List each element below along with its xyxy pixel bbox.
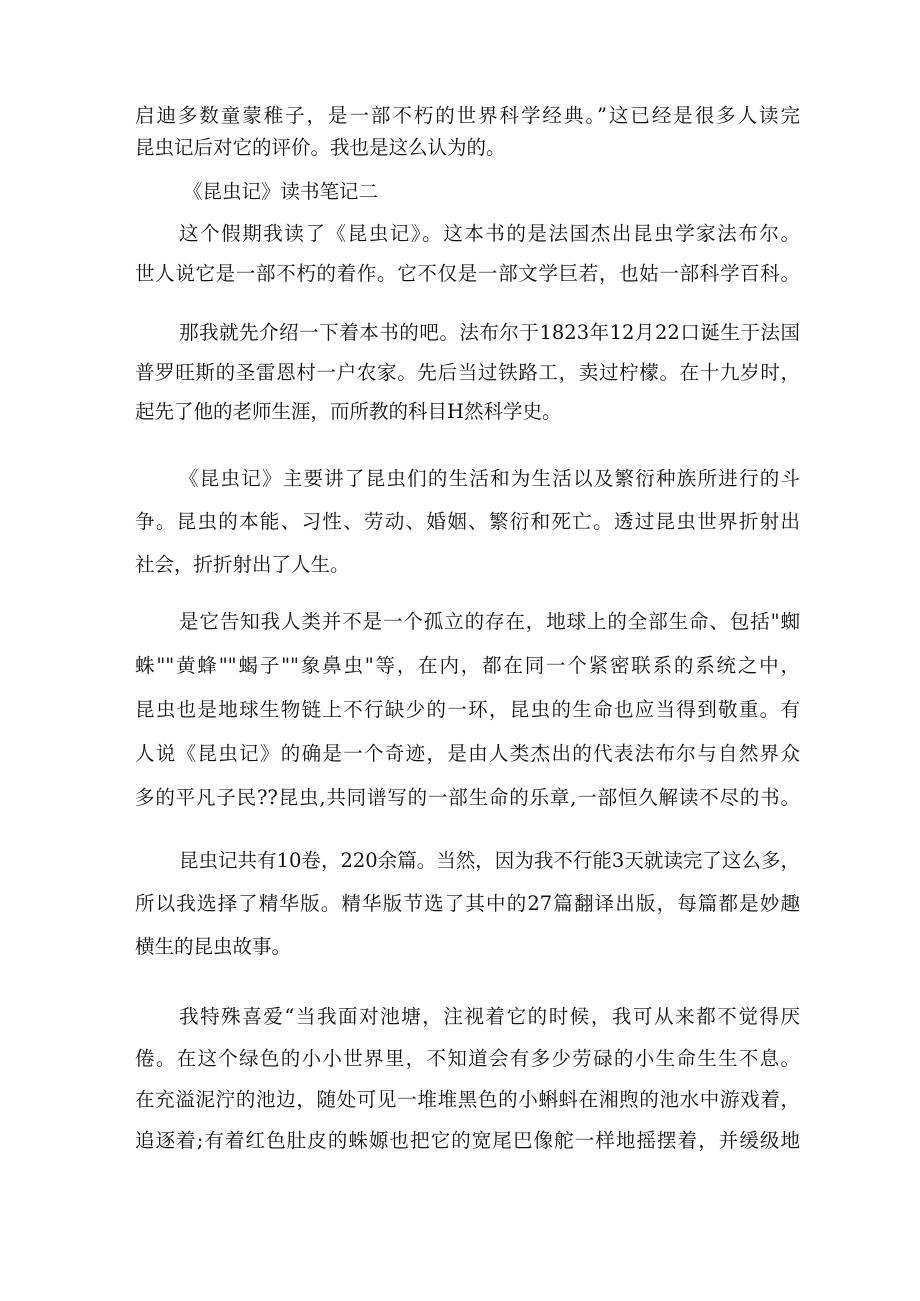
- text-line: 这个假期我读了《昆虫记》。这本书的是法国杰出昆虫学家法布尔。: [179, 222, 800, 245]
- text-line: 普罗旺斯的圣雷恩村一户农家。先后当过铁路工，卖过柠檬。在十九岁时，: [135, 361, 800, 384]
- text-line: 横生的昆虫故事。: [135, 935, 292, 958]
- paragraph-5: [135, 851, 800, 957]
- text-line: 我特殊喜爱“当我面对池塘，注视着它的时候，我可从来都不觉得厌: [179, 1005, 800, 1028]
- paragraph-2: [135, 323, 800, 422]
- text-line: 是它告知我人类并不是一个孤立的存在，地球上的全部生命、包括"蜘: [179, 610, 800, 633]
- text-line: 那我就先介绍一下着本书的吧。法布尔于1823年12月22口诞生于法国: [179, 321, 800, 344]
- paragraph-6: [135, 1007, 800, 1151]
- text-line: 争。昆虫的本能、习性、劳动、婚姻、繁衍和死亡。透过昆虫世界折射出: [135, 510, 800, 533]
- paragraph-3: [135, 469, 800, 575]
- text-line: 在充溢泥泞的池边，随处可见一堆堆黑色的小蝌蚪在湘煦的池水中游戏着，: [135, 1088, 800, 1111]
- section-title: 《昆虫记》读书笔记二: [183, 180, 379, 203]
- text-line: 所以我选择了精华版。精华版节选了其中的27篇翻译出版，每篇都是妙趣: [135, 892, 800, 915]
- paragraph-4: [135, 612, 800, 808]
- text-line: 世人说它是一部不朽的着作。它不仅是一部文学巨若，也姑一部科学百科。: [135, 262, 800, 285]
- text-line: 社会，折折射出了人生。: [135, 553, 350, 576]
- text-line: 人说《昆虫记》的确是一个奇迹，是由人类杰出的代表法布尔与自然界众: [135, 742, 800, 765]
- text-line: 昆虫也是地球生物链上不行缺少的一环，昆虫的生命也应当得到敬重。有: [135, 698, 800, 721]
- paragraph-1: [135, 224, 800, 284]
- text-line: 追逐着;有着红色肚皮的蛛嫄也把它的宽尾巴像舵一样地摇摆着，并缓级地: [135, 1129, 800, 1152]
- text-line: 昆虫记共有10卷，220余篇。当然，因为我不行能3天就读完了这么多，: [179, 849, 800, 872]
- text-line: 启迪多数童蒙稚子，是一部不朽的世界科学经典。”这已经是很多人读完: [135, 104, 800, 127]
- text-line: 倦。在这个绿色的小小世界里，不知道会有多少劳碌的小生命生生不息。: [135, 1047, 800, 1070]
- intro-paragraph: [135, 106, 800, 158]
- text-line: 蛛""黄蜂""蝎子""象鼻虫"等，在内，都在同一个紧密联系的系统之中，: [135, 654, 800, 677]
- text-line: 昆虫记后对它的评价。我也是这么认为的。: [135, 136, 506, 159]
- text-line: 多的平凡子民??昆虫,共同谱写的一部生命的乐章,一部恒久解读不尽的书。: [135, 786, 800, 809]
- text-line: 起先了他的老师生涯，而所教的科目H然科学史。: [135, 400, 562, 423]
- text-line: 《昆虫记》主要讲了昆虫们的生活和为生活以及繁衍种族所进行的斗: [179, 467, 800, 490]
